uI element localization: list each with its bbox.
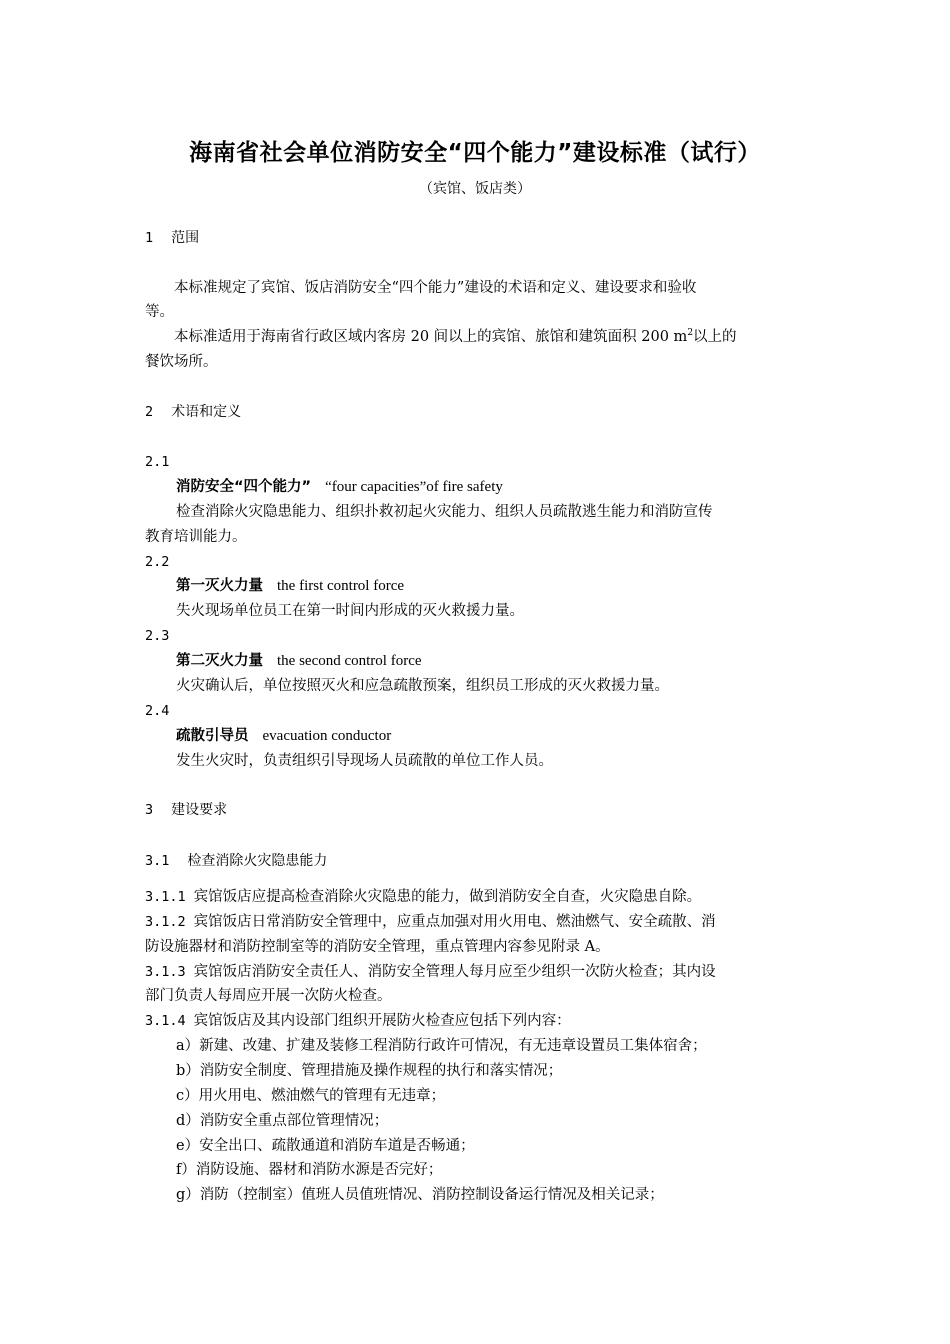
section-1-heading — [145, 228, 809, 248]
section-number: 1 — [145, 230, 154, 246]
list-item: g）消防（控制室）值班人员值班情况、消防控制设备运行情况及相关记录； — [176, 1187, 664, 1203]
definition-line: 失火现场单位员工在第一时间内形成的灭火救援力量。 — [176, 603, 524, 619]
term-en: evacuation conductor — [262, 728, 392, 744]
clause-number: 3.1.3 — [145, 964, 186, 980]
document-subtitle: （宾馆、饭店类） — [419, 181, 531, 197]
paragraph-line: 等。 — [145, 304, 174, 320]
section-number: 3 — [145, 802, 154, 818]
paragraph-text: 本标准适用于海南省行政区域内客房 20 间以上的宾馆、旅馆和建筑面积 200 m — [174, 329, 688, 345]
paragraph-line — [145, 327, 809, 347]
list-item: e）安全出口、疏散通道和消防车道是否畅通； — [176, 1138, 475, 1154]
clause-text: 宾馆饭店及其内设部门组织开展防火检查应包括下列内容： — [193, 1013, 571, 1029]
term-en: the first control force — [277, 578, 405, 594]
definition-line: 教育培训能力。 — [145, 529, 247, 545]
definition-line: 检查消除火灾隐患能力、组织扑救初起火灾能力、组织人员疏散逃生能力和消防宣传 — [176, 504, 713, 520]
list-item: c）用火用电、燃油燃气的管理有无违章； — [176, 1088, 446, 1104]
term-line — [176, 726, 808, 746]
paragraph-line: 餐饮场所。 — [145, 354, 218, 370]
clause-text: 宾馆饭店应提高检查消除火灾隐患的能力，做到消防安全自查，火灾隐患自除。 — [193, 889, 702, 905]
section-title: 建设要求 — [171, 802, 228, 818]
term-line — [176, 651, 808, 671]
clause-number: 2.1 — [145, 454, 170, 470]
clause-line: 部门负责人每周应开展一次防火检查。 — [145, 988, 392, 1004]
clause-line — [145, 1011, 809, 1031]
subsection-number: 3.1 — [145, 853, 170, 869]
list-item: f）消防设施、器材和消防水源是否完好； — [176, 1162, 443, 1178]
clause-line: 防设施器材和消防控制室等的消防安全管理，重点管理内容参见附录 A。 — [145, 939, 610, 955]
definition-line: 发生火灾时，负责组织引导现场人员疏散的单位工作人员。 — [176, 753, 553, 769]
term-line — [176, 477, 808, 497]
clause-text: 宾馆饭店消防安全责任人、消防安全管理人每月应至少组织一次防火检查；其内设 — [193, 964, 716, 980]
paragraph-text: 以上的 — [693, 329, 737, 345]
term-en: the second control force — [277, 653, 422, 669]
subsection-heading — [145, 851, 809, 871]
superscript: 2 — [687, 328, 694, 339]
term-zh: 第二灭火力量 — [176, 653, 263, 669]
list-item: a）新建、改建、扩建及装修工程消防行政许可情况，有无违章设置员工集体宿舍； — [176, 1038, 707, 1054]
section-3-heading — [145, 800, 809, 820]
clause-line — [145, 962, 809, 982]
clause-number: 2.2 — [145, 554, 170, 570]
clause-number: 3.1.1 — [145, 889, 186, 905]
section-number: 2 — [145, 404, 154, 420]
term-zh: 消防安全“四个能力” — [176, 479, 312, 495]
clause-number: 2.4 — [145, 703, 170, 719]
section-title: 术语和定义 — [171, 404, 242, 420]
term-en: “four capacities”of fire safety — [325, 479, 503, 495]
term-zh: 疏散引导员 — [176, 728, 249, 744]
subsection-title: 检查消除火灾隐患能力 — [187, 853, 328, 869]
term-line — [176, 576, 808, 596]
clause-number: 3.1.2 — [145, 914, 186, 930]
list-item: b）消防安全制度、管理措施及操作规程的执行和落实情况； — [176, 1063, 563, 1079]
clause-number: 3.1.4 — [145, 1013, 186, 1029]
list-item: d）消防安全重点部位管理情况； — [176, 1113, 389, 1129]
section-2-heading — [145, 402, 809, 422]
clause-line — [145, 912, 809, 932]
section-title: 范围 — [171, 230, 200, 246]
term-zh: 第一灭火力量 — [176, 578, 263, 594]
document-title: 海南省社会单位消防安全“四个能力”建设标准（试行） — [189, 140, 761, 166]
clause-number: 2.3 — [145, 628, 170, 644]
clause-line — [145, 887, 809, 907]
definition-line: 火灾确认后，单位按照灭火和应急疏散预案，组织员工形成的灭火救援力量。 — [176, 678, 669, 694]
paragraph-line: 本标准规定了宾馆、饭店消防安全“四个能力”建设的术语和定义、建设要求和验收 — [174, 280, 697, 296]
clause-text: 宾馆饭店日常消防安全管理中，应重点加强对用火用电、燃油燃气、安全疏散、消 — [193, 914, 716, 930]
